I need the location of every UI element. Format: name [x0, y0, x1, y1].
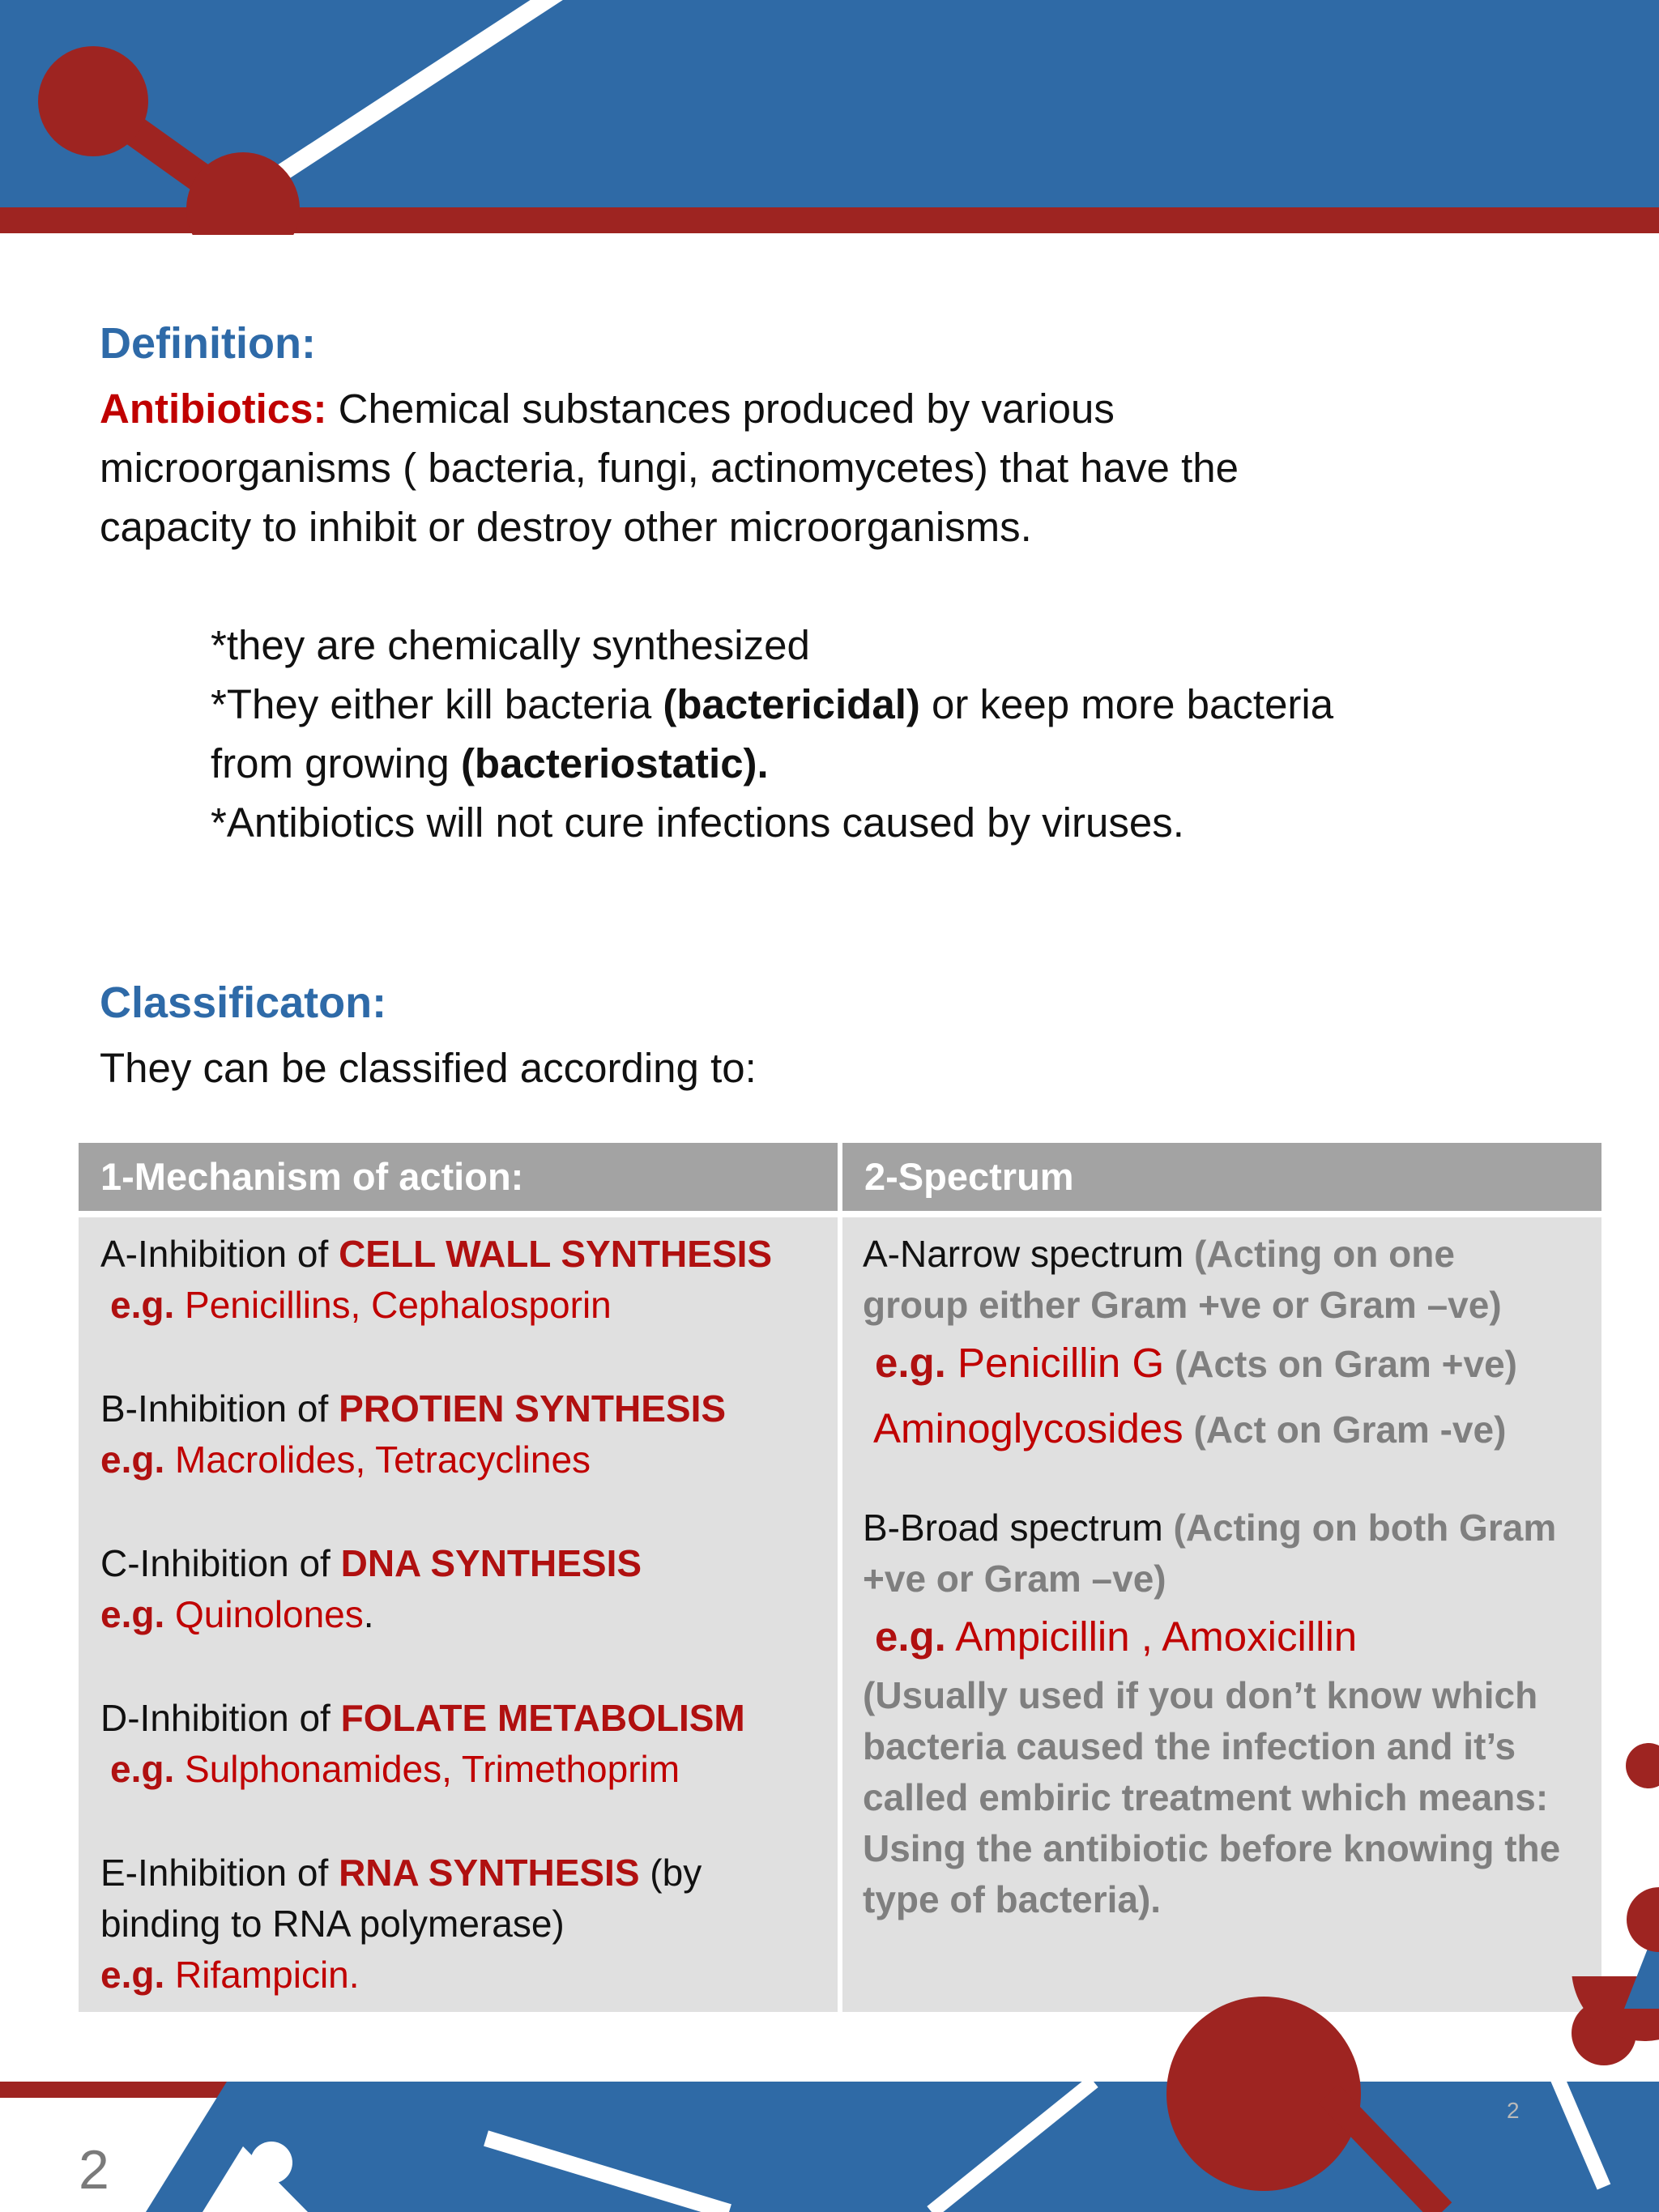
note-text: from growing — [211, 740, 461, 786]
header-decoration — [0, 0, 1659, 235]
eg-label: e.g. — [875, 1613, 946, 1660]
definition-line-3: capacity to inhibit or destroy other microorganisms. — [100, 504, 1032, 550]
broad-spectrum-note — [863, 1670, 1601, 1925]
mechanism-target: CELL WALL SYNTHESIS — [339, 1233, 773, 1275]
mechanism-prefix: A-Inhibition of — [100, 1233, 339, 1275]
spectrum-header: 2-Spectrum — [842, 1143, 1601, 1211]
broad-spectrum-desc-cont: +ve or Gram –ve) — [863, 1558, 1166, 1600]
page-number: 2 — [79, 2139, 109, 2201]
eg-label: e.g. — [100, 1954, 165, 1996]
classification-table — [79, 1143, 1601, 2012]
classification-intro: They can be classified according to: — [100, 1045, 757, 1091]
broad-note-line: type of bacteria). — [863, 1878, 1162, 1920]
mechanism-item-c: C-Inhibition of DNA SYNTHESIS e.g. Quinolones. — [100, 1542, 642, 1635]
mechanism-examples: Penicillins, Cephalosporin — [174, 1284, 612, 1326]
definition-heading: Definition: — [100, 319, 316, 368]
mechanism-list — [100, 1229, 838, 2001]
broad-note-line: (Usually used if you don’t know which — [863, 1674, 1538, 1716]
note-kill-or-inhibit — [211, 675, 1507, 734]
narrow-spectrum-desc-cont: group either Gram +ve or Gram –ve) — [863, 1284, 1502, 1326]
classification-heading: Classificaton: — [100, 978, 387, 1027]
bacteriostatic-term: (bacteriostatic). — [460, 740, 769, 786]
definition-paragraph — [100, 379, 1477, 556]
mechanism-examples: Quinolones — [164, 1593, 364, 1635]
broad-spectrum-desc: (Acting on both Gram — [1173, 1507, 1557, 1549]
eg-label: e.g. — [110, 1748, 175, 1790]
broad-examples: Ampicillin , Amoxicillin — [945, 1613, 1358, 1660]
mechanism-examples: Sulphonamides, Trimethoprim — [174, 1748, 680, 1790]
mechanism-target: DNA SYNTHESIS — [340, 1542, 642, 1584]
eg-label: e.g. — [110, 1284, 175, 1326]
spectrum-cell — [842, 1217, 1601, 2012]
note-text: or keep more bacteria — [919, 681, 1334, 727]
narrow-example-note: (Acts on Gram +ve) — [1164, 1343, 1517, 1385]
broad-note-line: called embiric treatment which means: — [863, 1776, 1549, 1818]
note-kill-or-inhibit-cont — [211, 734, 1507, 793]
side-molecule-graphic — [1600, 1733, 1659, 2009]
definition-line-1: Chemical substances produced by various — [326, 386, 1115, 432]
mechanism-target: FOLATE METABOLISM — [340, 1697, 745, 1739]
mechanism-prefix: B-Inhibition of — [100, 1387, 339, 1430]
mechanism-cell — [79, 1217, 838, 2012]
eg-label: e.g. — [100, 1593, 165, 1635]
narrow-spectrum-desc: (Acting on one — [1193, 1233, 1455, 1275]
note-text: *They either kill bacteria — [211, 681, 663, 727]
molecule-footer-graphic — [0, 1976, 1659, 2212]
spectrum-list — [863, 1229, 1601, 1925]
bactericidal-term: (bactericidal) — [663, 681, 920, 727]
mechanism-suffix-line2: binding to RNA polymerase) — [100, 1903, 565, 1945]
narrow-example-aminoglycosides: Aminoglycosides — [873, 1405, 1183, 1451]
mechanism-header: 1-Mechanism of action: — [79, 1143, 838, 1211]
narrow-example-penicillin: Penicillin G — [945, 1340, 1165, 1386]
mechanism-item-a — [100, 1229, 838, 1331]
mechanism-examples: Rifampicin. — [164, 1954, 360, 1996]
page-number-small: 2 — [1507, 2098, 1520, 2123]
mechanism-target: PROTIEN SYNTHESIS — [339, 1387, 727, 1430]
side-molecule-decoration — [1600, 1733, 1659, 2009]
definition-notes — [211, 616, 1507, 852]
mechanism-target: RNA SYNTHESIS — [339, 1852, 640, 1894]
eg-label: e.g. — [100, 1438, 165, 1481]
note-synthesized: *they are chemically synthesized — [211, 622, 810, 668]
mechanism-item-b — [100, 1383, 838, 1485]
mechanism-prefix: C-Inhibition of — [100, 1542, 341, 1584]
broad-note-line: Using the antibiotic before knowing the — [863, 1827, 1561, 1869]
mechanism-prefix: D-Inhibition of — [100, 1697, 341, 1739]
broad-spectrum-label: B-Broad spectrum — [863, 1507, 1174, 1549]
broad-note-line: bacteria caused the infection and it’s — [863, 1725, 1516, 1767]
broad-spectrum — [863, 1502, 1601, 1925]
definition-line-2: microorganisms ( bacteria, fungi, actinomycetes) that have the — [100, 445, 1239, 491]
mechanism-item-d — [100, 1693, 838, 1795]
narrow-spectrum — [863, 1229, 1601, 1462]
mechanism-examples: Macrolides, Tetracyclines — [164, 1438, 591, 1481]
mechanism-prefix: E-Inhibition of — [100, 1852, 339, 1894]
eg-label: e.g. — [875, 1340, 946, 1386]
note-viruses: *Antibiotics will not cure infections caused by viruses. — [211, 799, 1184, 846]
footer-decoration — [0, 1976, 1659, 2212]
mechanism-suffix: (by — [639, 1852, 702, 1894]
narrow-spectrum-label: A-Narrow spectrum — [863, 1233, 1194, 1275]
antibiotics-term: Antibiotics: — [100, 386, 327, 432]
narrow-example-note: (Act on Gram -ve) — [1183, 1409, 1507, 1451]
molecule-banner-graphic — [0, 0, 1659, 235]
